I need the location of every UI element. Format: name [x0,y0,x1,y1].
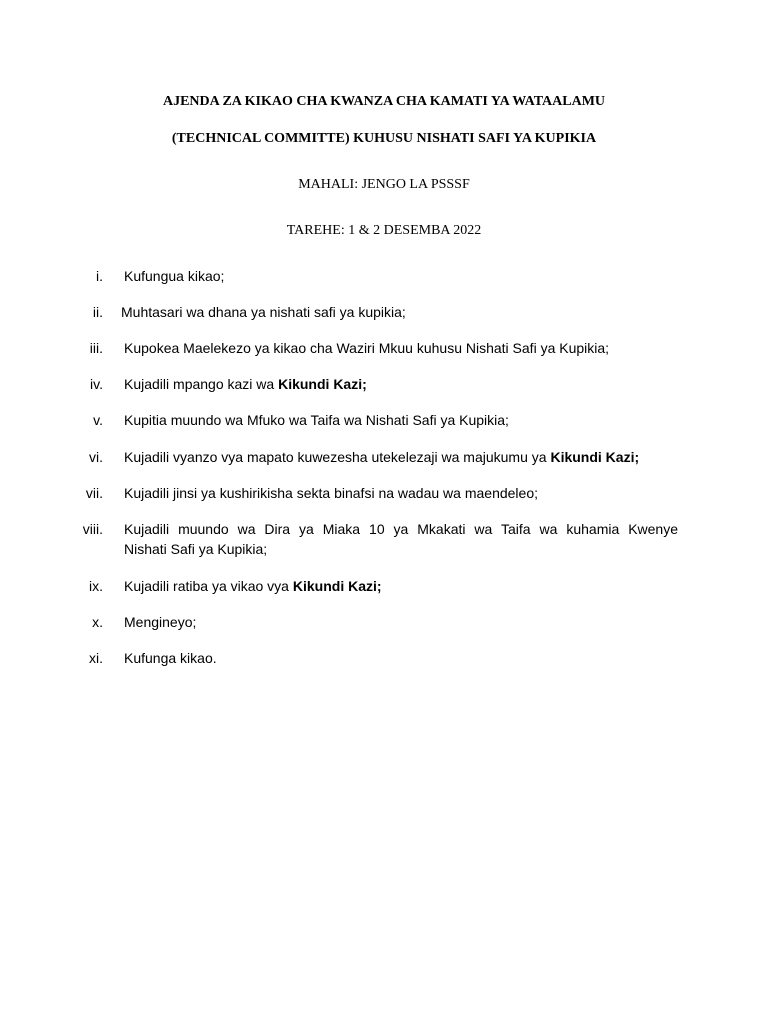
agenda-item-number: vi. [89,449,103,465]
agenda-item-number: x. [92,614,103,630]
agenda-item-text-bold: Kikundi Kazi; [278,376,367,392]
agenda-item-text-plain: Kujadili mpango kazi wa [124,376,279,392]
agenda-item-number: iii. [89,340,103,356]
agenda-item-text-bold: Kikundi Kazi; [292,578,382,594]
agenda-item-text: Kupokea Maelekezo ya kikao cha Waziri Mkuu kuhusu Nishati Safi ya Kupikia; [124,340,610,356]
agenda-item-text [124,577,678,595]
venue-line: MAHALI: JENGO LA PSSSF [298,177,470,192]
agenda-item-text [124,375,678,393]
agenda-item-text [124,448,678,466]
agenda-item-number: xi. [89,650,103,666]
agenda-item-text-plain: Kujadili ratiba ya vikao vya [124,578,293,594]
agenda-item-text: Kujadili muundo wa Dira ya Miaka 10 ya Mkakati wa Taifa wa kuhamia Kwenye [124,521,678,537]
agenda-item-text: Kupitia muundo wa Mfuko wa Taifa wa Nishati Safi ya Kupikia; [124,412,509,428]
agenda-item-number: ix. [89,578,103,594]
date-line: TAREHE: 1 & 2 DESEMBA 2022 [286,223,482,238]
title-line-1: AJENDA ZA KIKAO CHA KWANZA CHA KAMATI YA WATAALAMU [162,94,606,109]
agenda-item-text: Muhtasari wa dhana ya nishati safi ya kupikia; [121,304,406,320]
agenda-item-text-continued: Nishati Safi ya Kupikia; [124,541,268,557]
agenda-item-text-bold: Kikundi Kazi; [550,449,640,465]
title-line-2: (TECHNICAL COMMITTE) KUHUSU NISHATI SAFI YA KUPIKIA [171,131,597,146]
agenda-item-number: viii. [82,521,103,537]
agenda-item-text: Kujadili jinsi ya kushirikisha sekta binafsi na wadau wa maendeleo; [124,485,539,501]
agenda-item-number: iv. [90,376,103,392]
agenda-item-number: vii. [85,485,103,501]
agenda-item-text: Mengineyo; [124,614,197,630]
agenda-item-text: Kufungua kikao; [124,268,225,284]
agenda-item-text: Kufunga kikao. [124,650,217,666]
agenda-item-number: i. [96,268,103,284]
agenda-item-number: ii. [92,304,103,320]
agenda-item-number: v. [93,412,103,428]
agenda-item-text-plain: Kujadili vyanzo vya mapato kuwezesha utekelezaji wa majukumu ya [124,449,551,465]
